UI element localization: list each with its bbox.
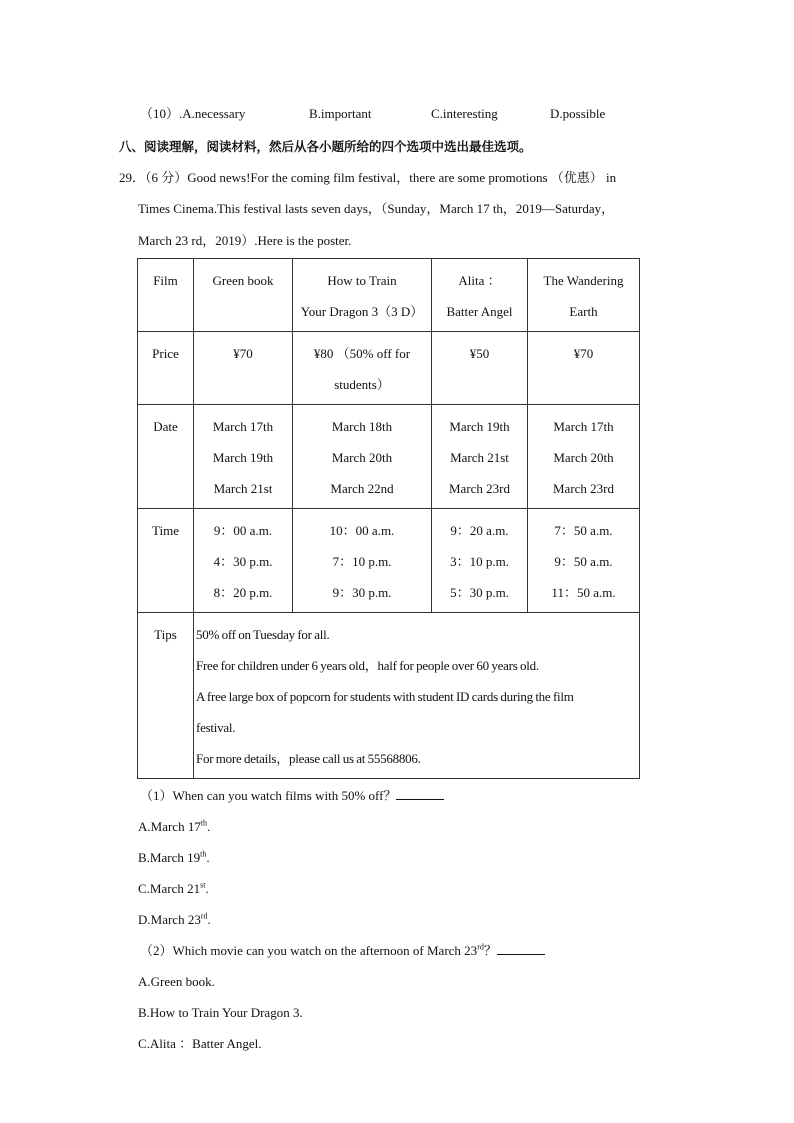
date-line: March 19th xyxy=(449,419,510,434)
time-line: 3：10 p.m. xyxy=(450,554,509,569)
date-line: March 18th xyxy=(331,419,393,434)
film-name xyxy=(432,259,528,332)
q10-option-b: B.important xyxy=(309,106,372,121)
time-line: 9：20 a.m. xyxy=(450,523,509,538)
option-sup: st xyxy=(200,880,206,890)
option-text: C.March 21 xyxy=(138,881,201,896)
film-price xyxy=(194,332,293,405)
sub1-option-c xyxy=(137,873,697,904)
table-row-tips xyxy=(138,613,640,779)
film-times xyxy=(432,509,528,613)
film-dates xyxy=(528,405,640,509)
sub1-question xyxy=(137,780,697,811)
film-name-line: How to Train xyxy=(327,273,397,288)
answer-blank xyxy=(497,943,545,955)
film-price xyxy=(432,332,528,405)
time-line: 7：50 a.m. xyxy=(554,523,613,538)
film-price xyxy=(293,332,432,405)
price-line: ¥80 （50% off for xyxy=(313,346,411,361)
table-row-price xyxy=(138,332,640,405)
price-line: ¥50 xyxy=(469,346,490,361)
film-dates xyxy=(293,405,432,509)
poster-and-questions xyxy=(137,258,697,1059)
table-row-film xyxy=(138,259,640,332)
option-end: . xyxy=(207,819,211,834)
q10-option-c: C.interesting xyxy=(431,106,498,121)
film-name-line: Batter Angel xyxy=(446,304,513,319)
sub2-question-text: （2）Which movie can you watch on the afternoon of March 23 xyxy=(140,943,478,958)
sub-questions xyxy=(137,779,697,1059)
time-line: 7：10 p.m. xyxy=(332,554,392,569)
date-line: March 23rd xyxy=(552,481,614,496)
tip-line: 50% off on Tuesday for all. xyxy=(196,627,330,642)
film-name xyxy=(194,259,293,332)
price-line: students） xyxy=(334,377,390,392)
film-poster-table xyxy=(137,258,640,779)
tip-line: For more details，please call us at 55568806. xyxy=(196,751,421,766)
date-line: March 21st xyxy=(213,481,273,496)
film-dates xyxy=(432,405,528,509)
film-name-line: The Wandering xyxy=(543,273,624,288)
row-header-tips: Tips xyxy=(138,613,194,779)
time-line: 4：30 p.m. xyxy=(213,554,273,569)
sub1-option-a xyxy=(137,811,697,842)
date-line: March 20th xyxy=(331,450,393,465)
question-end: ？ xyxy=(483,943,497,958)
section-heading: 八、阅读理解，阅读材料，然后从各小题所给的四个选项中选出最佳选项。 xyxy=(119,139,532,154)
option-end: . xyxy=(205,881,209,896)
sub2-option-b: B.How to Train Your Dragon 3. xyxy=(138,1005,303,1020)
q10-number: （10） xyxy=(140,106,180,121)
film-name xyxy=(528,259,640,332)
film-dates xyxy=(194,405,293,509)
time-line: 11：50 a.m. xyxy=(551,585,616,600)
date-line: March 22nd xyxy=(330,481,394,496)
tip-line: festival. xyxy=(196,720,236,735)
time-line: 5：30 p.m. xyxy=(450,585,509,600)
sub2-question xyxy=(137,935,697,966)
date-line: March 23rd xyxy=(448,481,510,496)
tip-line: A free large box of popcorn for students with student ID cards during the film xyxy=(196,689,574,704)
date-line: March 17th xyxy=(553,419,614,434)
option-text: B.March 19 xyxy=(138,850,201,865)
q29-line-1: 29．（6 分）Good news!For the coming film festival，there are some promotions （优惠） in xyxy=(119,170,617,185)
film-name-line: Green book xyxy=(212,273,274,288)
date-line: March 20th xyxy=(553,450,614,465)
time-line: 10：00 a.m. xyxy=(329,523,395,538)
tips-cell xyxy=(194,613,640,779)
sub2-option-a: A.Green book. xyxy=(138,974,215,989)
table-row-time xyxy=(138,509,640,613)
q10-options xyxy=(140,106,245,122)
date-line: March 19th xyxy=(212,450,274,465)
film-times xyxy=(293,509,432,613)
table-row-date xyxy=(138,405,640,509)
time-line: 9：30 p.m. xyxy=(332,585,392,600)
film-price xyxy=(528,332,640,405)
option-sup: th xyxy=(200,818,208,828)
option-end: . xyxy=(207,912,211,927)
date-line: March 17th xyxy=(212,419,274,434)
film-times xyxy=(528,509,640,613)
option-text: A.March 17 xyxy=(138,819,201,834)
option-sup: rd xyxy=(200,911,208,921)
price-line: ¥70 xyxy=(573,346,594,361)
price-line: ¥70 xyxy=(233,346,253,361)
date-line: March 21st xyxy=(450,450,509,465)
time-line: 8：20 p.m. xyxy=(213,585,273,600)
time-line: 9：50 a.m. xyxy=(554,554,613,569)
row-header-price: Price xyxy=(138,332,194,405)
time-line: 9：00 a.m. xyxy=(213,523,273,538)
question-sup: rd xyxy=(477,942,484,952)
sub2-option-c: C.Alita ：Batter Angel. xyxy=(138,1036,262,1051)
q10-option-a: .A.necessary xyxy=(179,106,246,121)
film-name xyxy=(293,259,432,332)
sub1-question-text: （1）When can you watch films with 50% off？ xyxy=(140,788,397,803)
film-name-line: Your Dragon 3（3 D） xyxy=(300,304,424,319)
option-text: D.March 23 xyxy=(138,912,201,927)
film-name-line: Earth xyxy=(569,304,598,319)
row-header-date: Date xyxy=(138,405,194,509)
q29-line-2: Times Cinema.This festival lasts seven days，（Sunday，March 17 th，2019—Saturday， xyxy=(138,201,615,216)
q10-option-d: D.possible xyxy=(550,106,606,121)
row-header-time: Time xyxy=(138,509,194,613)
row-header-film: Film xyxy=(138,259,194,332)
answer-blank xyxy=(396,788,444,800)
sub1-option-d xyxy=(137,904,697,935)
film-name-line: Alita ： xyxy=(458,273,501,288)
q29-line-3: March 23 rd，2019）.Here is the poster. xyxy=(138,233,352,248)
film-times xyxy=(194,509,293,613)
sub1-option-b xyxy=(137,842,697,873)
option-sup: th xyxy=(200,849,207,859)
option-end: . xyxy=(206,850,210,865)
tip-line: Free for children under 6 years old，half for people over 60 years old. xyxy=(196,658,539,673)
